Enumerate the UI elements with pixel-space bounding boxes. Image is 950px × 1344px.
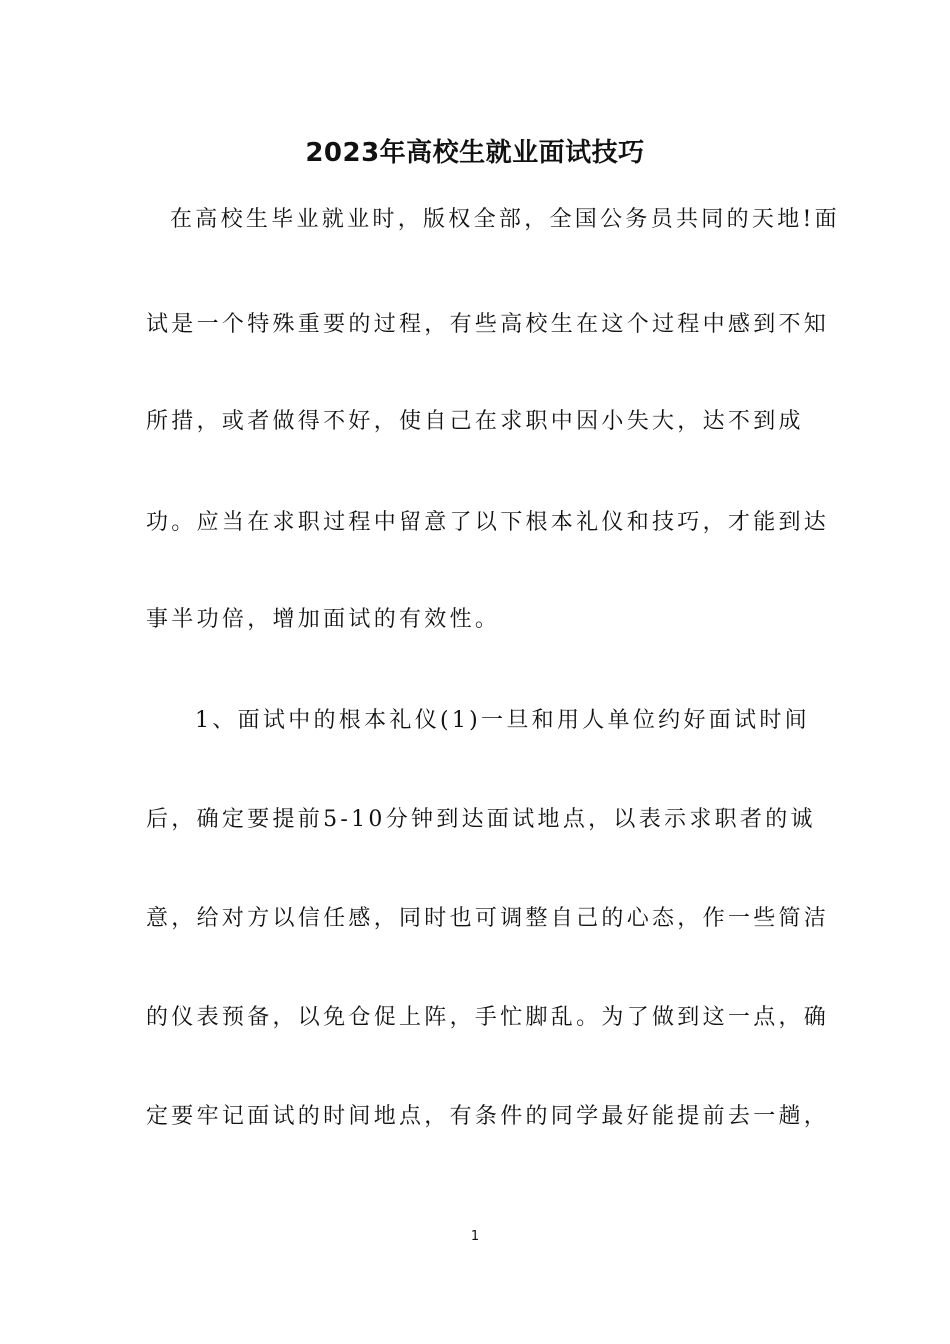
paragraph-1-line-4: 功。应当在求职过程中留意了以下根本礼仪和技巧，才能到达: [146, 510, 830, 535]
paragraph-1-line-5: 事半功倍，增加面试的有效性。: [146, 607, 501, 632]
paragraph-1-line-2: 试是一个特殊重要的过程，有些高校生在这个过程中感到不知: [146, 312, 830, 337]
page-number: 1: [470, 1229, 480, 1244]
paragraph-1-line-3: 所措，或者做得不好，使自己在求职中因小失大，达不到成: [146, 409, 804, 434]
document-title: 2023年高校生就业面试技巧: [305, 138, 645, 168]
paragraph-1-line-1: 在高校生毕业就业时，版权全部，全国公务员共同的天地!面: [170, 207, 840, 232]
paragraph-2-line-4: 的仪表预备，以免仓促上阵，手忙脚乱。为了做到这一点，确: [146, 1005, 830, 1030]
paragraph-2-line-5: 定要牢记面试的时间地点，有条件的同学最好能提前去一趟，: [146, 1104, 830, 1129]
paragraph-2-line-2: 后，确定要提前5-10分钟到达面试地点，以表示求职者的诚: [146, 807, 816, 832]
paragraph-2-line-1: 1、面试中的根本礼仪(1)一旦和用人单位约好面试时间: [195, 708, 810, 733]
paragraph-2-line-3: 意，给对方以信任感，同时也可调整自己的心态，作一些简洁: [146, 906, 830, 931]
